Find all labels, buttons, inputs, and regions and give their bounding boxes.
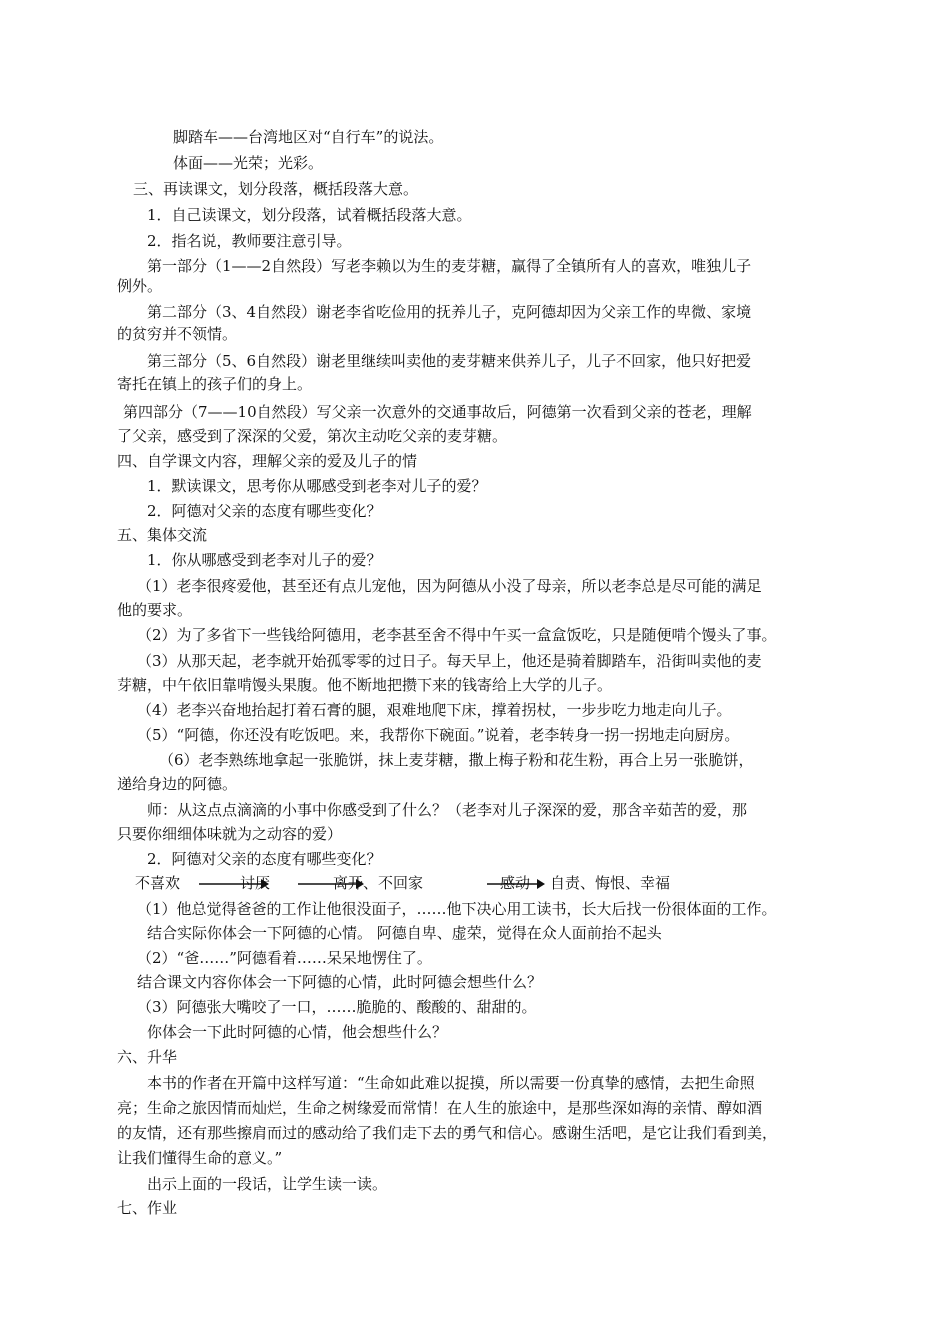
flow-step-1: 讨厌 <box>240 874 271 892</box>
text-line: 递给身边的阿德。 <box>117 775 238 793</box>
text-line: 例外。 <box>117 277 163 295</box>
text-line: 2．指名说，教师要注意引导。 <box>147 232 352 250</box>
text-line: 1．自己读课文，划分段落，试着概括段落大意。 <box>147 206 472 224</box>
text-line: 1．默读课文，思考你从哪感受到老李对儿子的爱？ <box>147 477 487 495</box>
text-line: 第二部分（3、4自然段）谢老李省吃俭用的抚养儿子，克阿德却因为父亲工作的卑微、家境 <box>147 303 752 321</box>
section-heading: 七、作业 <box>117 1199 178 1217</box>
text-line: 你体会一下此时阿德的心情，他会想些什么？ <box>147 1023 448 1041</box>
text-line: 结合课文内容你体会一下阿德的心情，此时阿德会想些什么？ <box>137 973 543 991</box>
text-line: 2．阿德对父亲的态度有哪些变化？ <box>147 502 382 520</box>
section-heading: 六、升华 <box>117 1048 178 1066</box>
text-line: （6）老李熟练地拿起一张脆饼，抹上麦芽糖，撒上梅子粉和花生粉，再合上另一张脆饼， <box>159 751 754 769</box>
text-line: （4）老李兴奋地抬起打着石膏的腿，艰难地爬下床，撑着拐杖，一步步吃力地走向儿子。 <box>137 701 732 719</box>
text-line: 第一部分（1——2自然段）写老李赖以为生的麦芽糖，赢得了全镇所有人的喜欢，唯独儿子 <box>147 257 752 275</box>
flow-start: 不喜欢 <box>135 874 181 892</box>
text-line: 他的要求。 <box>117 601 193 619</box>
text-line: 亮；生命之旅因情而灿烂，生命之树缘爱而常情！在人生的旅途中，是那些深如海的亲情、醇如酒 <box>117 1099 763 1117</box>
text-line: 结合实际你体会一下阿德的心情。 阿德自卑、虚荣，觉得在众人面前抬不起头 <box>147 924 662 942</box>
text-line: 了父亲，感受到了深深的父爱，第次主动吃父亲的麦芽糖。 <box>117 427 508 445</box>
flow-end: 自责、悔恨、幸福 <box>550 874 671 892</box>
text-line: 本书的作者在开篇中这样写道：“生命如此难以捉摸，所以需要一份真挚的感情，去把生命照 <box>147 1074 755 1092</box>
text-line: 芽糖，中午依旧靠啃馒头果腹。他不断地把攒下来的钱寄给上大学的儿子。 <box>117 676 613 694</box>
flow-step-2: 离开、不回家 <box>333 874 424 892</box>
text-line: 的贫穷并不领情。 <box>117 325 238 343</box>
text-line: 让我们懂得生命的意义。” <box>117 1149 283 1167</box>
text-line: （1）他总觉得爸爸的工作让他很没面子，……他下决心用工读书，长大后找一份很体面的工作。 <box>137 900 777 918</box>
text-line: 的友情，还有那些擦肩而过的感动给了我们走下去的勇气和信心。感谢生活吧，是它让我们看到美， <box>117 1124 778 1142</box>
text-line: 师：从这点点滴滴的小事中你感受到了什么？（老李对儿子深深的爱，那含辛茹苦的爱，那 <box>147 801 748 819</box>
text-line: 只要你细细体味就为之动容的爱） <box>117 825 343 843</box>
text-line: （5）“阿德，你还没有吃饭吧。来，我帮你下碗面。”说着，老李转身一拐一拐地走向厨房。 <box>137 726 740 744</box>
text-line: 第四部分（7——10自然段）写父亲一次意外的交通事故后，阿德第一次看到父亲的苍老，理解 <box>123 403 752 421</box>
text-line: 脚踏车——台湾地区对“自行车”的说法。 <box>173 128 444 146</box>
text-line: 出示上面的一段话，让学生读一读。 <box>147 1175 388 1193</box>
text-line: 寄托在镇上的孩子们的身上。 <box>117 375 313 393</box>
section-heading: 三、再读课文，划分段落，概括段落大意。 <box>133 180 419 198</box>
text-line: （2）“爸……”阿德看着……呆呆地愣住了。 <box>137 949 432 967</box>
text-line: （1）老李很疼爱他，甚至还有点儿宠他，因为阿德从小没了母亲，所以老李总是尽可能的满足 <box>137 577 762 595</box>
flow-step-3: 感动 <box>500 874 531 892</box>
text-line: 2．阿德对父亲的态度有哪些变化？ <box>147 850 382 868</box>
text-line: 体面——光荣；光彩。 <box>173 154 324 172</box>
text-line: （3）从那天起，老李就开始孤零零的过日子。每天早上，他还是骑着脚踏车，沿街叫卖他的麦 <box>137 652 762 670</box>
text-line: （3）阿德张大嘴咬了一口，……脆脆的、酸酸的、甜甜的。 <box>137 998 537 1016</box>
section-heading: 五、集体交流 <box>117 526 208 544</box>
text-line: （2）为了多省下一些钱给阿德用，老李甚至舍不得中午买一盒盒饭吃，只是随便啃个馒头了事。 <box>137 626 777 644</box>
text-line: 1．你从哪感受到老李对儿子的爱？ <box>147 551 382 569</box>
text-line: 第三部分（5、6自然段）谢老里继续叫卖他的麦芽糖来供养儿子，儿子不回家，他只好把爱 <box>147 352 752 370</box>
attitude-change-flow <box>135 873 695 893</box>
section-heading: 四、自学课文内容，理解父亲的爱及儿子的情 <box>117 452 418 470</box>
